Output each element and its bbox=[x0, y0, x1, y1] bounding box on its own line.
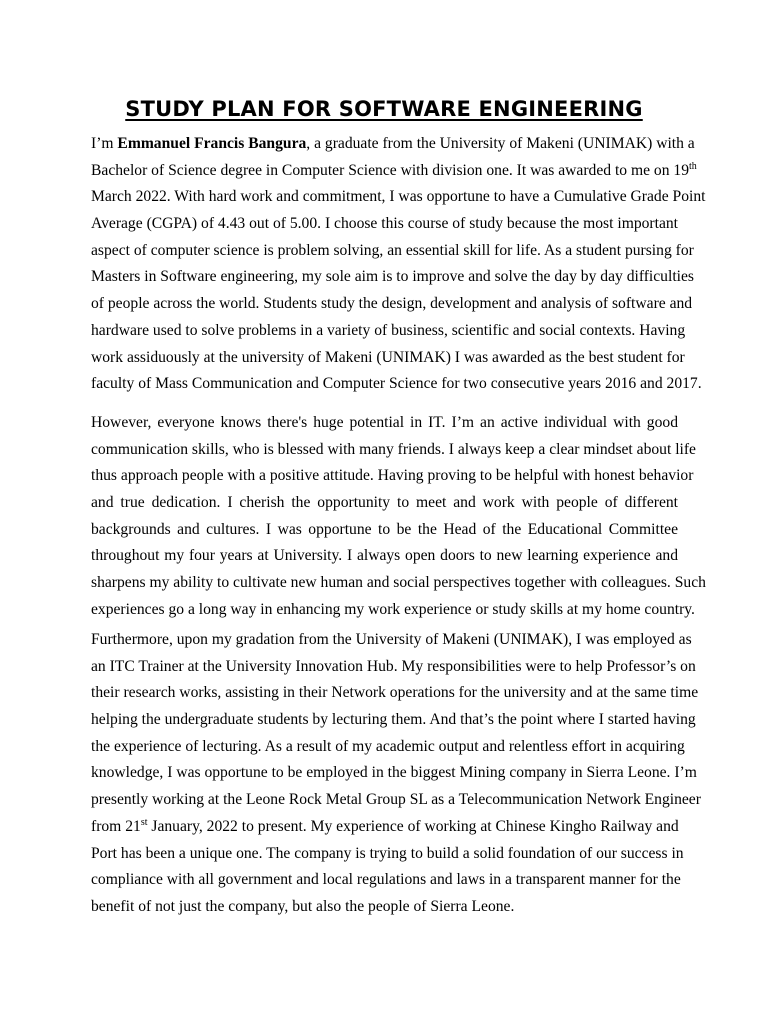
text-line: throughout my four years at University. I always open doors to new learning experience and bbox=[91, 547, 678, 565]
text-line: I’m Emmanuel Francis Bangura, a graduate from the University of Makeni (UNIMAK) with a bbox=[91, 135, 695, 152]
text-line: knowledge, I was opportune to be employed in the biggest Mining company in Sierra Leone. I’m bbox=[91, 764, 697, 782]
text-line: Bachelor of Science degree in Computer Science with division one. It was awarded to me on 19th bbox=[91, 160, 697, 179]
text-line: work assiduously at the university of Makeni (UNIMAK) I was awarded as the best student for bbox=[91, 348, 685, 366]
text-line: compliance with all government and local regulations and laws in a transparent manner for the bbox=[91, 871, 681, 889]
text-line: faculty of Mass Communication and Computer Science for two consecutive years 2016 and 2017. bbox=[91, 375, 702, 393]
text-line: aspect of computer science is problem solving, an essential skill for life. As a student pursing for bbox=[91, 241, 694, 259]
text-line: Average (CGPA) of 4.43 out of 5.00. I choose this course of study because the most important bbox=[91, 215, 678, 233]
ordinal-suffix: th bbox=[689, 160, 697, 172]
text-line: Furthermore, upon my gradation from the University of Makeni (UNIMAK), I was employed as bbox=[91, 631, 692, 648]
ordinal-suffix: st bbox=[140, 816, 148, 828]
author-name: Emmanuel Francis Bangura bbox=[117, 135, 307, 152]
text-line: presently working at the Leone Rock Metal Group SL as a Telecommunication Network Engineer bbox=[91, 791, 701, 809]
document-title: STUDY PLAN FOR SOFTWARE ENGINEERING bbox=[125, 97, 643, 121]
text-line: hardware used to solve problems in a variety of business, scientific and social contexts. Having bbox=[91, 321, 686, 339]
text-line: experiences go a long way in enhancing my work experience or study skills at my home country. bbox=[91, 600, 695, 618]
paragraph-1 bbox=[91, 131, 706, 398]
text-line: March 2022. With hard work and commitment, I was opportune to have a Cumulative Grade Point bbox=[91, 188, 706, 206]
text-line: their research works, assisting in their Network operations for the university and at the same time bbox=[91, 684, 699, 702]
text-line: helping the undergraduate students by lecturing them. And that’s the point where I started having bbox=[91, 711, 696, 729]
text-line: sharpens my ability to cultivate new human and social perspectives together with colleagues. Such bbox=[91, 574, 706, 592]
text-line: Port has been a unique one. The company is trying to build a solid foundation of our success in bbox=[91, 844, 684, 862]
text-line: of people across the world. Students study the design, development and analysis of software and bbox=[91, 295, 693, 313]
text-line: from 21st January, 2022 to present. My experience of working at Chinese Kingho Railway and bbox=[91, 816, 679, 835]
text-line: thus approach people with a positive attitude. Having proving to be helpful with honest behavior bbox=[91, 467, 694, 485]
text-line: backgrounds and cultures. I was opportune to be the Head of the Educational Committee bbox=[91, 520, 678, 538]
text-line: Masters in Software engineering, my sole aim is to improve and solve the day by day difficulties bbox=[91, 268, 694, 286]
text-line: and true dedication. I cherish the opportunity to meet and work with people of different bbox=[91, 494, 678, 512]
text-line: benefit of not just the company, but also the people of Sierra Leone. bbox=[91, 897, 515, 915]
paragraph-2 bbox=[91, 410, 706, 624]
text-line: However, everyone knows there's huge potential in IT. I’m an active individual with good bbox=[91, 414, 678, 431]
text-line: the experience of lecturing. As a result of my academic output and relentless effort in acquiring bbox=[91, 737, 685, 755]
text-line: communication skills, who is blessed with many friends. I always keep a clear mindset about life bbox=[91, 440, 696, 458]
paragraph-3 bbox=[91, 627, 701, 921]
text-line: an ITC Trainer at the University Innovation Hub. My responsibilities were to help Professor’s on bbox=[91, 657, 696, 675]
